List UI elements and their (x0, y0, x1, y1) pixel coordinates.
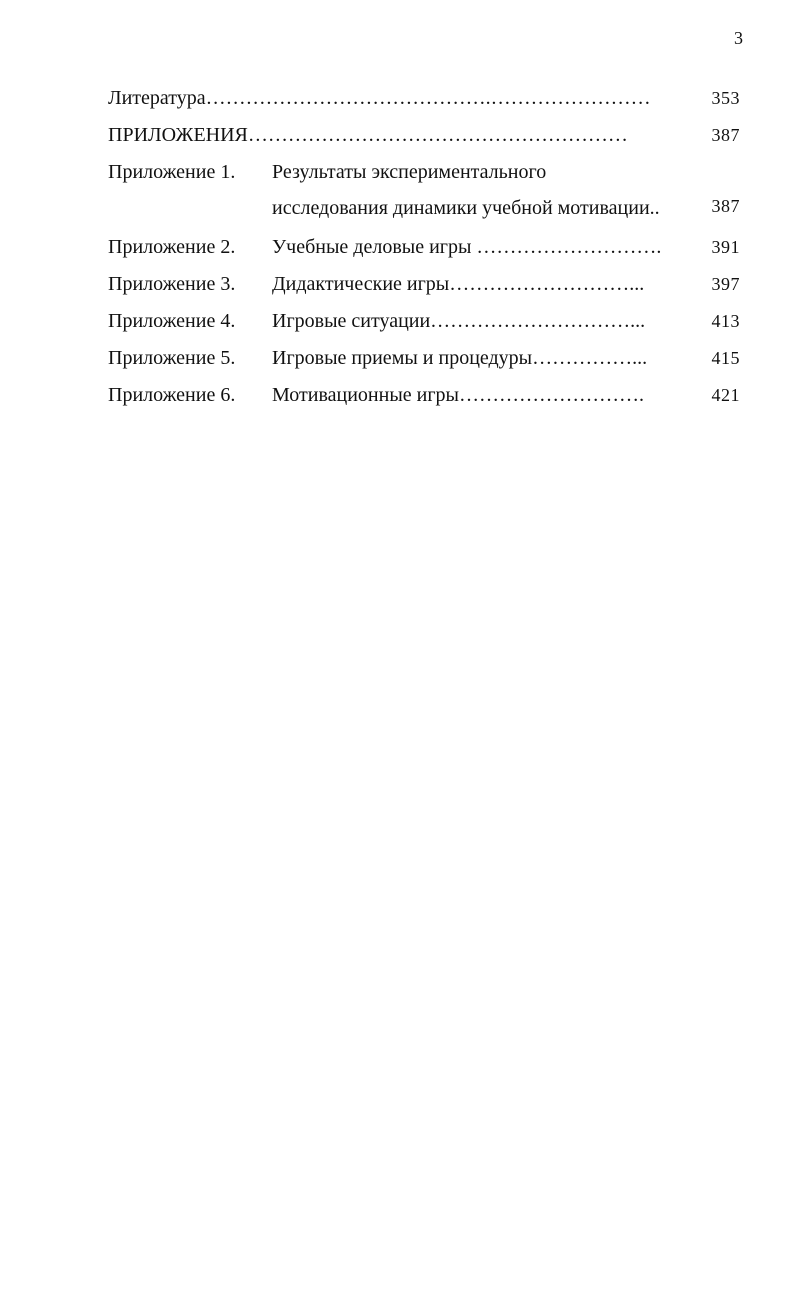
toc-entry-appendix-6[interactable] (108, 381, 740, 418)
appendix-page: 413 (711, 311, 740, 331)
toc-entry-appendices[interactable] (108, 121, 740, 158)
appendix-label: Приложение 4. (108, 310, 236, 332)
appendix-label: Приложение 2. (108, 236, 236, 258)
appendix-title: Дидактические игры………………………... (272, 273, 645, 295)
toc-entry-appendix-1[interactable] (108, 158, 740, 233)
appendix-page: 397 (711, 274, 740, 294)
appendix-label: Приложение 3. (108, 273, 236, 295)
appendix-page: 391 (711, 237, 740, 257)
toc-entry-title: Литература…………………………………….…………………… (108, 87, 651, 109)
appendix-page: 421 (711, 385, 740, 405)
toc-entry-appendix-4[interactable] (108, 307, 740, 344)
appendix-label: Приложение 6. (108, 384, 236, 406)
appendix-title: Учебные деловые игры ………………………. (272, 236, 662, 258)
appendix-label: Приложение 1. (108, 161, 236, 183)
appendix-page: 415 (711, 348, 740, 368)
toc-entry-literature[interactable] (108, 84, 740, 121)
appendix-title-line1: Результаты экспериментального (272, 161, 547, 183)
appendix-title: Мотивационные игры………………………. (272, 384, 644, 406)
appendix-page: 387 (711, 196, 740, 216)
appendix-label: Приложение 5. (108, 347, 236, 369)
toc-entry-page: 353 (711, 88, 740, 108)
page-number: 3 (734, 28, 743, 48)
toc-entry-page: 387 (711, 125, 740, 145)
appendix-title: Игровые приемы и процедуры……………... (272, 347, 648, 369)
toc-entry-appendix-5[interactable] (108, 344, 740, 381)
appendix-title-line2: исследования динамики учебной мотивации.. (272, 197, 660, 219)
toc-entry-appendix-2[interactable] (108, 233, 740, 270)
toc-entry-title: ПРИЛОЖЕНИЯ………………………………………………… (108, 124, 628, 146)
toc-entry-appendix-3[interactable] (108, 270, 740, 307)
appendix-title: Игровые ситуации…………………………... (272, 310, 646, 332)
table-of-contents (108, 84, 740, 418)
